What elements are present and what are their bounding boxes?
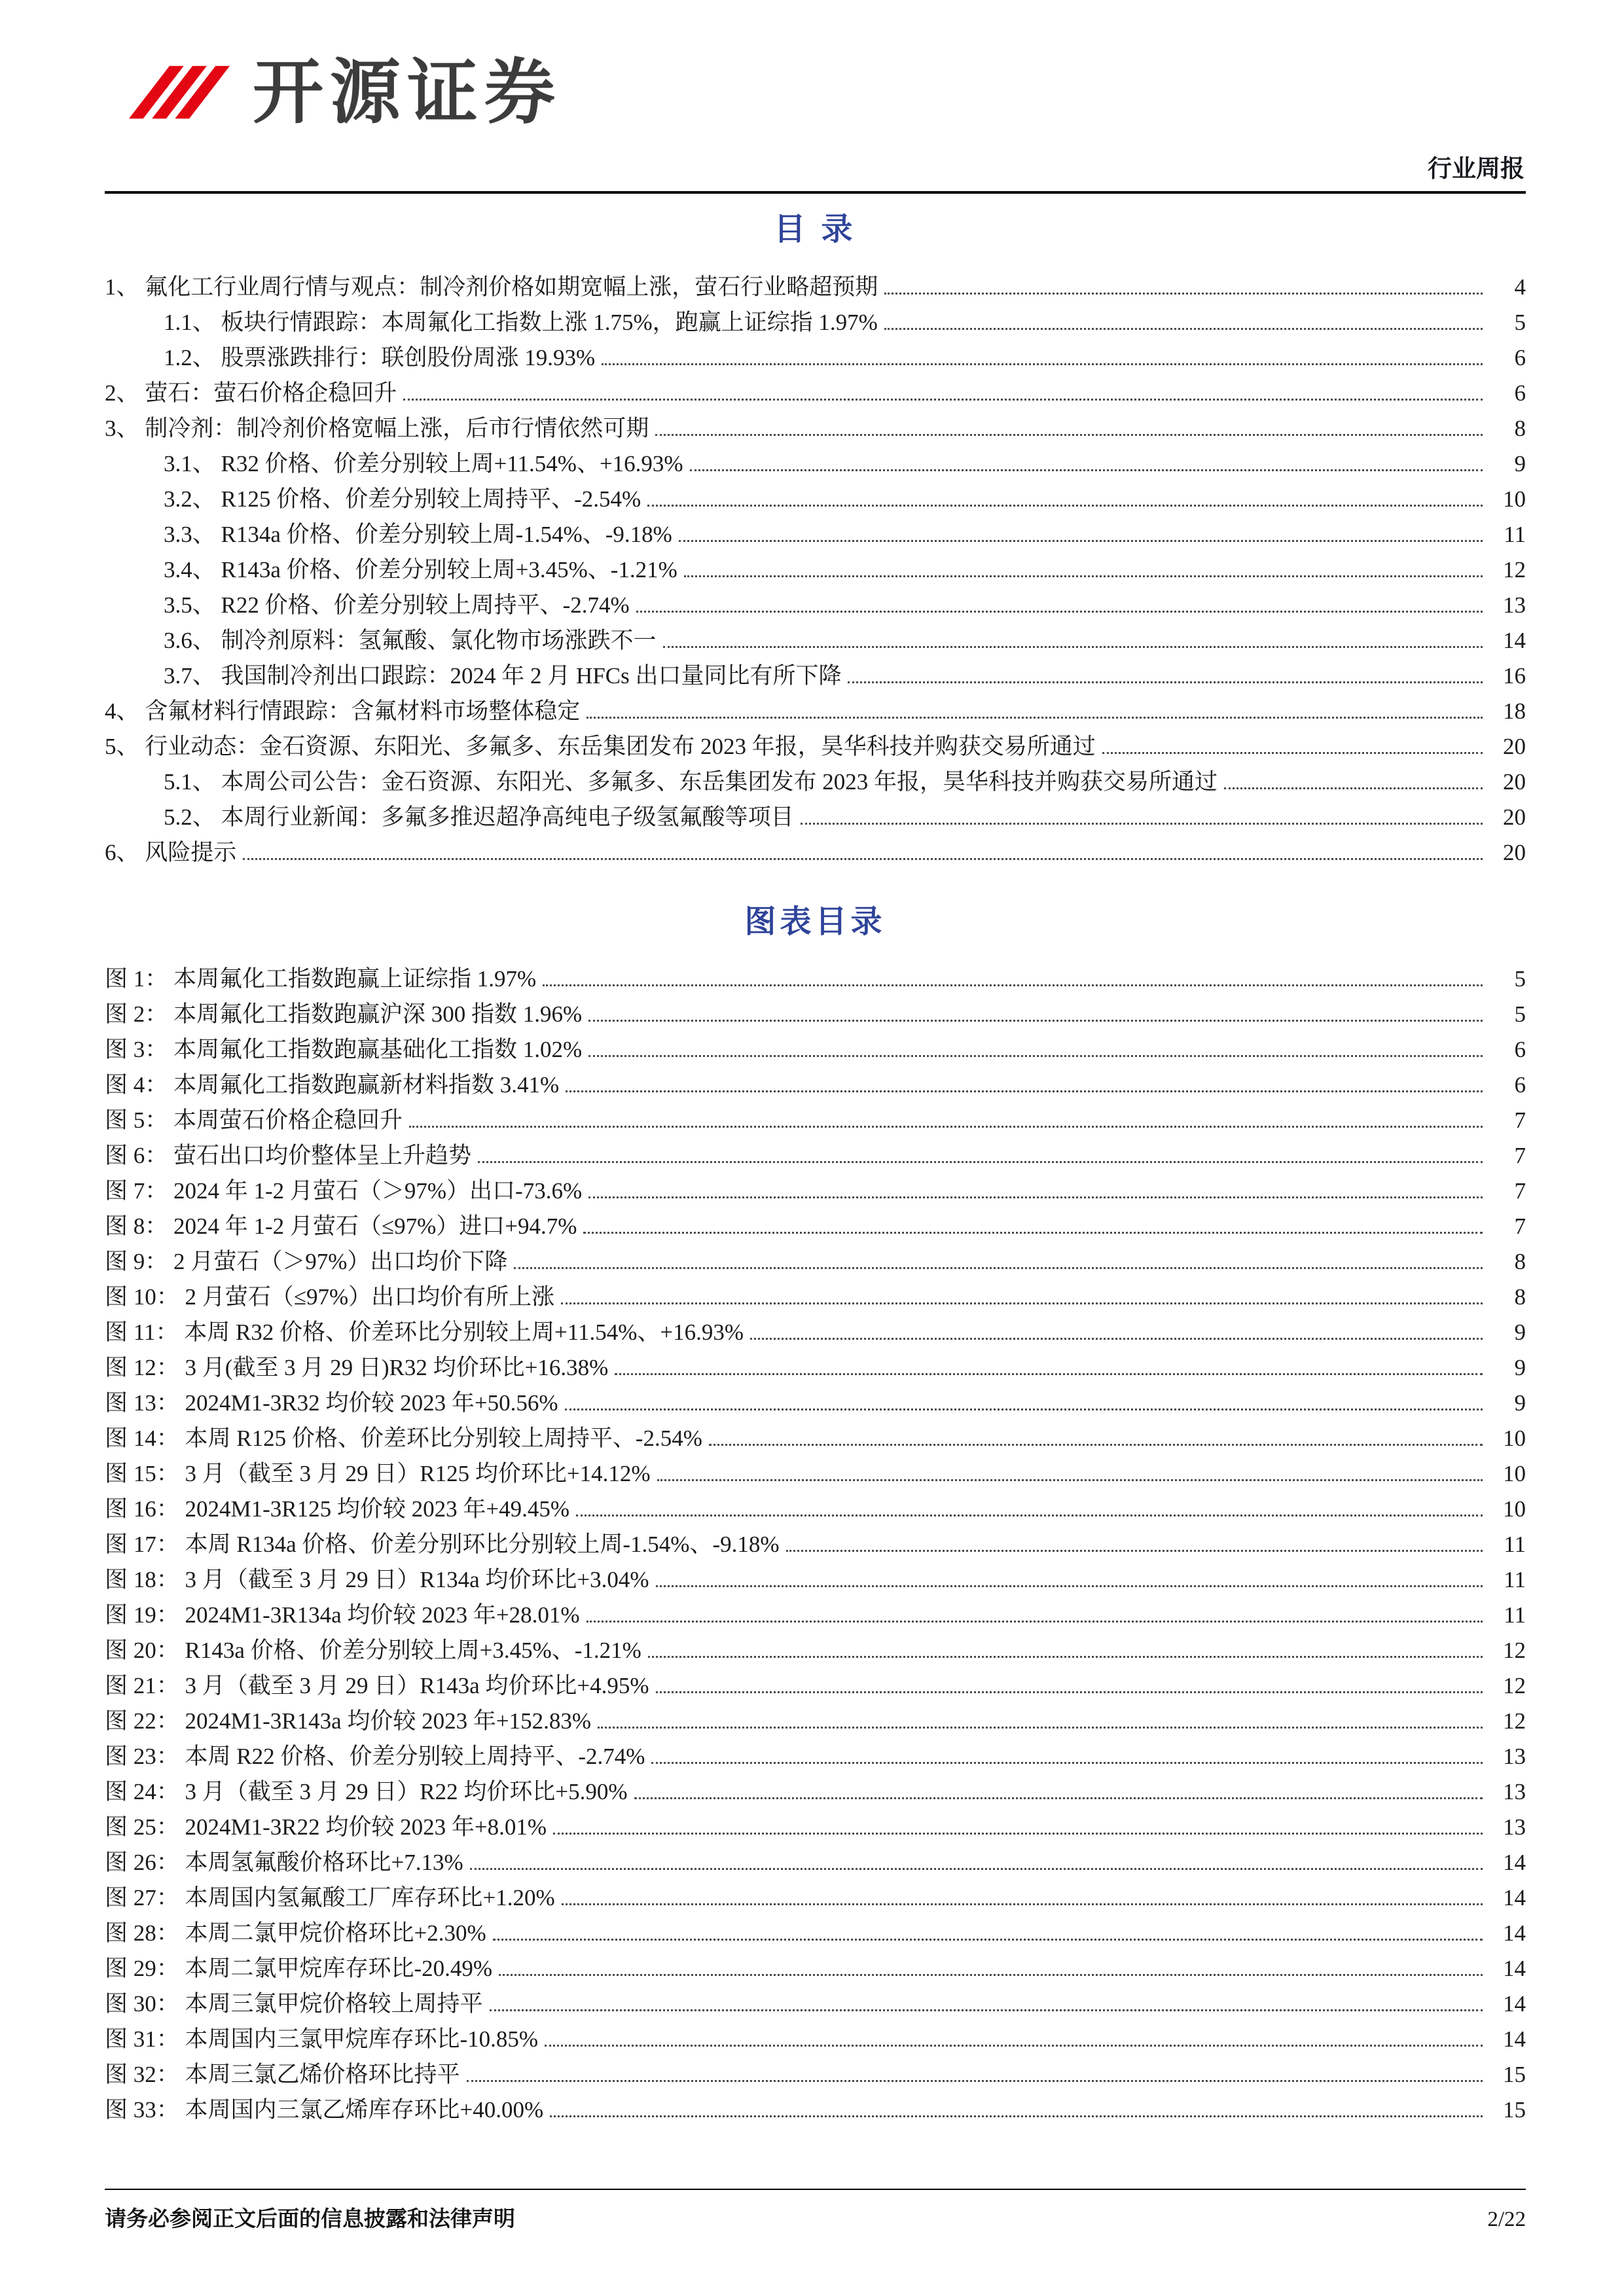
- toc-entry[interactable]: [105, 584, 1526, 619]
- dot-leader: [588, 1020, 1483, 1022]
- figure-entry-page: 10: [1503, 1461, 1526, 1487]
- dot-leader: [634, 1797, 1483, 1799]
- figure-entry-label: 图 32： 本周三氯乙烯价格环比持平: [105, 2062, 460, 2088]
- figure-entry[interactable]: [105, 1700, 1526, 1735]
- toc-entry-label: 2、 萤石：萤石价格企稳回升: [105, 380, 397, 406]
- toc-entry-page: 12: [1503, 556, 1526, 583]
- dot-leader: [750, 1338, 1483, 1340]
- dot-leader: [478, 1161, 1483, 1163]
- figure-entry-label: 图 23： 本周 R22 价格、价差分别较上周持平、-2.74%: [105, 1744, 645, 1770]
- header-divider: [105, 191, 1526, 194]
- figure-entry[interactable]: [105, 1240, 1526, 1276]
- brand-name: 开源证券: [253, 52, 562, 132]
- toc-list: [105, 266, 1526, 867]
- figure-entry-label: 图 24： 3 月（截至 3 月 29 日）R22 均价环比+5.90%: [105, 1779, 628, 1805]
- toc-entry-label: 3.3、 R134a 价格、价差分别较上周-1.54%、-9.18%: [164, 521, 672, 547]
- dot-leader: [651, 1762, 1483, 1764]
- figure-entry[interactable]: [105, 1523, 1526, 1558]
- figure-entry[interactable]: [105, 1382, 1526, 1417]
- figure-entry-page: 7: [1514, 1143, 1526, 1169]
- toc-entry-page: 5: [1514, 309, 1526, 335]
- figure-entry-page: 14: [1503, 1885, 1526, 1911]
- dot-leader: [656, 1691, 1483, 1693]
- figure-entry[interactable]: [105, 2089, 1526, 2124]
- figure-entry-page: 10: [1503, 1496, 1526, 1522]
- toc-entry-page: 9: [1514, 450, 1526, 476]
- figure-entry-label: 图 2： 本周氟化工指数跑赢沪深 300 指数 1.96%: [105, 1001, 583, 1028]
- dot-leader: [684, 575, 1483, 577]
- toc-entry-page: 18: [1503, 698, 1526, 724]
- dot-leader: [657, 1479, 1483, 1481]
- figure-entry-label: 图 19： 2024M1-3R134a 均价较 2023 年+28.01%: [105, 1602, 580, 1628]
- toc-entry-page: 8: [1514, 415, 1526, 441]
- figure-entry-page: 9: [1514, 1319, 1526, 1346]
- dot-leader: [602, 363, 1483, 365]
- toc-entry[interactable]: [105, 655, 1526, 690]
- dot-leader: [679, 540, 1483, 542]
- figure-entry-label: 图 11： 本周 R32 价格、价差环比分别较上周+11.54%、+16.93%: [105, 1319, 744, 1346]
- figure-entry-page: 7: [1514, 1178, 1526, 1204]
- footer-page-number: 2/22: [1487, 2208, 1526, 2231]
- figure-entry-label: 图 18： 3 月（截至 3 月 29 日）R134a 均价环比+3.04%: [105, 1567, 649, 1593]
- dot-leader: [636, 611, 1483, 613]
- figure-entry[interactable]: [105, 1735, 1526, 1770]
- figure-entry-page: 14: [1503, 1850, 1526, 1876]
- figure-entry-label: 图 20： R143a 价格、价差分别较上周+3.45%、-1.21%: [105, 1638, 641, 1664]
- dot-leader: [786, 1550, 1483, 1552]
- dot-leader: [647, 505, 1483, 507]
- footer-disclaimer: 请务必参阅正文后面的信息披露和法律声明: [105, 2208, 515, 2231]
- figure-entry-label: 图 28： 本周二氯甲烷价格环比+2.30%: [105, 1920, 486, 1946]
- figure-entry-page: 14: [1503, 1991, 1526, 2017]
- toc-entry[interactable]: [105, 407, 1526, 442]
- brand-logo: [124, 48, 562, 136]
- toc-entry[interactable]: [105, 301, 1526, 336]
- dot-leader: [565, 1408, 1483, 1410]
- toc-entry-label: 1.2、 股票涨跌排行：联创股份周涨 19.93%: [164, 344, 596, 370]
- toc-entry-label: 4、 含氟材料行情跟踪：含氟材料市场整体稳定: [105, 698, 581, 724]
- toc-entry-page: 13: [1503, 592, 1526, 618]
- toc-entry-page: 14: [1503, 627, 1526, 653]
- figure-entry[interactable]: [105, 1629, 1526, 1664]
- dot-leader: [598, 1727, 1483, 1729]
- figure-entry-label: 图 7： 2024 年 1-2 月萤石（＞97%）出口-73.6%: [105, 1178, 583, 1204]
- figure-entry[interactable]: [105, 1134, 1526, 1170]
- figure-entry[interactable]: [105, 2018, 1526, 2053]
- toc-entry-page: 4: [1514, 274, 1526, 300]
- figure-entry-label: 图 6： 萤石出口均价整体呈上升趋势: [105, 1143, 472, 1169]
- figure-entry-page: 8: [1514, 1249, 1526, 1275]
- figure-entry-label: 图 17： 本周 R134a 价格、价差分别环比分别较上周-1.54%、-9.18%: [105, 1532, 780, 1558]
- figure-entry-page: 9: [1514, 1390, 1526, 1416]
- figure-entry-label: 图 16： 2024M1-3R125 均价较 2023 年+49.45%: [105, 1496, 570, 1522]
- figure-entry-page: 8: [1514, 1284, 1526, 1310]
- dot-leader: [576, 1515, 1483, 1516]
- dot-leader: [690, 469, 1483, 471]
- toc-entry-label: 5.2、 本周行业新闻：多氟多推迟超净高纯电子级氢氟酸等项目: [164, 804, 794, 830]
- figure-entry-page: 7: [1514, 1107, 1526, 1134]
- figure-entry[interactable]: [105, 1099, 1526, 1134]
- dot-leader: [709, 1444, 1483, 1446]
- page-footer: [105, 2189, 1526, 2233]
- toc-entry[interactable]: [105, 761, 1526, 796]
- figure-entry[interactable]: [105, 1170, 1526, 1205]
- toc-entry[interactable]: [105, 725, 1526, 761]
- toc-entry[interactable]: [105, 690, 1526, 725]
- dot-leader: [403, 399, 1483, 401]
- dot-leader: [409, 1126, 1483, 1128]
- dot-leader: [493, 1939, 1483, 1941]
- toc-entry-page: 20: [1503, 733, 1526, 759]
- dot-leader: [490, 2009, 1483, 2011]
- figure-entry-page: 5: [1514, 966, 1526, 992]
- figure-entry-label: 图 31： 本周国内三氯甲烷库存环比-10.85%: [105, 2026, 539, 2053]
- toc-entry[interactable]: [105, 619, 1526, 655]
- figure-entry-page: 13: [1503, 1814, 1526, 1840]
- dot-leader: [884, 328, 1483, 330]
- figure-entry-label: 图 14： 本周 R125 价格、价差环比分别较上周持平、-2.54%: [105, 1426, 702, 1452]
- figures-title: 图表目录: [744, 904, 886, 939]
- figure-entry[interactable]: [105, 1912, 1526, 1947]
- figure-entry-page: 15: [1503, 2062, 1526, 2088]
- toc-entry-page: 6: [1514, 344, 1526, 370]
- figure-entry-label: 图 12： 3 月(截至 3 月 29 日)R32 均价环比+16.38%: [105, 1355, 609, 1381]
- toc-entry[interactable]: [105, 336, 1526, 372]
- dot-leader: [499, 1974, 1483, 1976]
- figure-entry-label: 图 33： 本周国内三氯乙烯库存环比+40.00%: [105, 2097, 544, 2123]
- toc-content: [105, 211, 1526, 2124]
- dot-leader: [543, 984, 1483, 986]
- dot-leader: [648, 1656, 1483, 1658]
- toc-entry[interactable]: [105, 831, 1526, 867]
- figure-entry[interactable]: [105, 1806, 1526, 1841]
- figure-entry[interactable]: [105, 1770, 1526, 1806]
- dot-leader: [663, 646, 1483, 648]
- toc-entry-page: 20: [1503, 804, 1526, 830]
- figure-entry-page: 5: [1514, 1001, 1526, 1028]
- dot-leader: [586, 1621, 1483, 1623]
- figure-entry[interactable]: [105, 1311, 1526, 1346]
- dot-leader: [514, 1267, 1483, 1269]
- figure-entry-page: 6: [1514, 1072, 1526, 1098]
- figure-entry[interactable]: [105, 1594, 1526, 1629]
- figure-entry-page: 6: [1514, 1037, 1526, 1063]
- figure-entry[interactable]: [105, 1276, 1526, 1311]
- figure-entry[interactable]: [105, 1947, 1526, 1982]
- dot-leader: [550, 2115, 1483, 2117]
- figure-entry[interactable]: [105, 1558, 1526, 1594]
- figure-entry-page: 12: [1503, 1673, 1526, 1699]
- dot-leader: [615, 1373, 1483, 1375]
- dot-leader: [243, 858, 1483, 860]
- toc-entry-label: 3.2、 R125 价格、价差分别较上周持平、-2.54%: [164, 486, 641, 512]
- figure-entry[interactable]: [105, 2053, 1526, 2089]
- toc-entry-label: 6、 风险提示: [105, 839, 237, 865]
- dot-leader: [588, 1196, 1483, 1198]
- figure-entry-page: 13: [1503, 1744, 1526, 1770]
- dot-leader: [561, 1302, 1483, 1304]
- figure-entry-label: 图 15： 3 月（截至 3 月 29 日）R125 均价环比+14.12%: [105, 1461, 651, 1487]
- figure-entry-label: 图 9： 2 月萤石（＞97%）出口均价下降: [105, 1249, 508, 1275]
- dot-leader: [583, 1232, 1483, 1234]
- figure-entry[interactable]: [105, 1664, 1526, 1700]
- dot-leader: [545, 2045, 1483, 2047]
- figure-entry-label: 图 29： 本周二氯甲烷库存环比-20.49%: [105, 1956, 493, 1982]
- figure-entry-page: 7: [1514, 1213, 1526, 1240]
- brand-logo-icon: [124, 48, 234, 136]
- toc-entry-label: 3.4、 R143a 价格、价差分别较上周+3.45%、-1.21%: [164, 556, 677, 583]
- toc-entry-label: 1、 氟化工行业周行情与观点：制冷剂价格如期宽幅上涨，萤石行业略超预期: [105, 274, 878, 300]
- dot-leader: [588, 1055, 1483, 1057]
- figure-entry-label: 图 25： 2024M1-3R22 均价较 2023 年+8.01%: [105, 1814, 547, 1840]
- figure-entry-page: 11: [1504, 1532, 1526, 1558]
- toc-entry-page: 11: [1504, 521, 1526, 547]
- toc-entry-label: 3.5、 R22 价格、价差分别较上周持平、-2.74%: [164, 592, 630, 618]
- figure-entry-page: 15: [1503, 2097, 1526, 2123]
- figure-entry[interactable]: [105, 1028, 1526, 1064]
- figure-entry-label: 图 26： 本周氢氟酸价格环比+7.13%: [105, 1850, 463, 1876]
- toc-entry-page: 6: [1514, 380, 1526, 406]
- figure-entry-label: 图 5： 本周萤石价格企稳回升: [105, 1107, 403, 1134]
- figure-entry[interactable]: [105, 1346, 1526, 1382]
- dot-leader: [470, 1868, 1483, 1870]
- dot-leader: [1224, 787, 1483, 789]
- figure-entry[interactable]: [105, 1417, 1526, 1452]
- toc-entry[interactable]: [105, 266, 1526, 301]
- dot-leader: [586, 717, 1483, 719]
- dot-leader: [467, 2080, 1483, 2082]
- toc-entry[interactable]: [105, 372, 1526, 407]
- figure-entry-label: 图 8： 2024 年 1-2 月萤石（≤97%）进口+94.7%: [105, 1213, 577, 1240]
- dot-leader: [656, 1585, 1483, 1587]
- figure-entry-label: 图 22： 2024M1-3R143a 均价较 2023 年+152.83%: [105, 1708, 592, 1734]
- figure-entry[interactable]: [105, 993, 1526, 1028]
- dot-leader: [553, 1833, 1483, 1835]
- toc-entry-page: 20: [1503, 839, 1526, 865]
- figure-entry-label: 图 1： 本周氟化工指数跑赢上证综指 1.97%: [105, 966, 537, 992]
- figure-entry-page: 12: [1503, 1638, 1526, 1664]
- figure-entry[interactable]: [105, 1064, 1526, 1099]
- figure-entry-page: 14: [1503, 1956, 1526, 1982]
- figure-entry-label: 图 21： 3 月（截至 3 月 29 日）R143a 均价环比+4.95%: [105, 1673, 649, 1699]
- dot-leader: [884, 293, 1483, 295]
- toc-entry-page: 16: [1503, 662, 1526, 689]
- figure-entry-page: 13: [1503, 1779, 1526, 1805]
- dot-leader: [655, 434, 1483, 436]
- figure-entry[interactable]: [105, 1205, 1526, 1240]
- figure-entry-page: 11: [1504, 1602, 1526, 1628]
- figure-entry[interactable]: [105, 1876, 1526, 1912]
- toc-entry-label: 3.7、 我国制冷剂出口跟踪：2024 年 2 月 HFCs 出口量同比有所下降: [164, 662, 842, 689]
- toc-entry-label: 5、 行业动态：金石资源、东阳光、多氟多、东岳集团发布 2023 年报，昊华科技并购获交易所通过: [105, 733, 1096, 759]
- toc-entry-label: 5.1、 本周公司公告：金石资源、东阳光、多氟多、东岳集团发布 2023 年报，昊华科技并购获交易所通过: [164, 768, 1218, 795]
- toc-title: 目 录: [774, 212, 857, 247]
- report-type-label: 行业周报: [1428, 155, 1525, 182]
- toc-entry-page: 10: [1503, 486, 1526, 512]
- toc-entry-label: 1.1、 板块行情跟踪：本周氟化工指数上涨 1.75%，跑赢上证综指 1.97%: [164, 309, 878, 335]
- figure-entry-label: 图 10： 2 月萤石（≤97%）出口均价有所上涨: [105, 1284, 555, 1310]
- toc-entry-label: 3.1、 R32 价格、价差分别较上周+11.54%、+16.93%: [164, 450, 683, 476]
- dot-leader: [562, 1903, 1483, 1905]
- figure-entry-page: 12: [1503, 1708, 1526, 1734]
- toc-entry-label: 3.6、 制冷剂原料：氢氟酸、氯化物市场涨跌不一: [164, 627, 657, 653]
- figure-entry-page: 9: [1514, 1355, 1526, 1381]
- toc-entry[interactable]: [105, 796, 1526, 831]
- toc-entry[interactable]: [105, 513, 1526, 548]
- dot-leader: [566, 1090, 1483, 1092]
- figure-entry-label: 图 27： 本周国内氢氟酸工厂库存环比+1.20%: [105, 1885, 555, 1911]
- dot-leader: [1102, 752, 1483, 754]
- figure-entry[interactable]: [105, 1452, 1526, 1488]
- figure-entry-label: 图 3： 本周氟化工指数跑赢基础化工指数 1.02%: [105, 1037, 583, 1063]
- figure-entry-page: 10: [1503, 1426, 1526, 1452]
- toc-entry[interactable]: [105, 478, 1526, 513]
- figure-entry[interactable]: [105, 958, 1526, 993]
- figure-entry[interactable]: [105, 1982, 1526, 2018]
- figure-entry-label: 图 13： 2024M1-3R32 均价较 2023 年+50.56%: [105, 1390, 558, 1416]
- toc-entry-label: 3、 制冷剂：制冷剂价格宽幅上涨，后市行情依然可期: [105, 415, 649, 441]
- figure-entry-label: 图 30： 本周三氯甲烷价格较上周持平: [105, 1991, 483, 2017]
- dot-leader: [848, 681, 1483, 683]
- figure-entry-page: 11: [1504, 1567, 1526, 1593]
- figure-entry-page: 14: [1503, 1920, 1526, 1946]
- toc-entry[interactable]: [105, 548, 1526, 584]
- toc-entry-page: 20: [1503, 768, 1526, 795]
- figure-entry[interactable]: [105, 1841, 1526, 1876]
- figure-entry-label: 图 4： 本周氟化工指数跑赢新材料指数 3.41%: [105, 1072, 560, 1098]
- figure-entry[interactable]: [105, 1488, 1526, 1523]
- figures-list: [105, 958, 1526, 2124]
- dot-leader: [801, 823, 1483, 825]
- toc-entry[interactable]: [105, 442, 1526, 478]
- figure-entry-page: 14: [1503, 2026, 1526, 2053]
